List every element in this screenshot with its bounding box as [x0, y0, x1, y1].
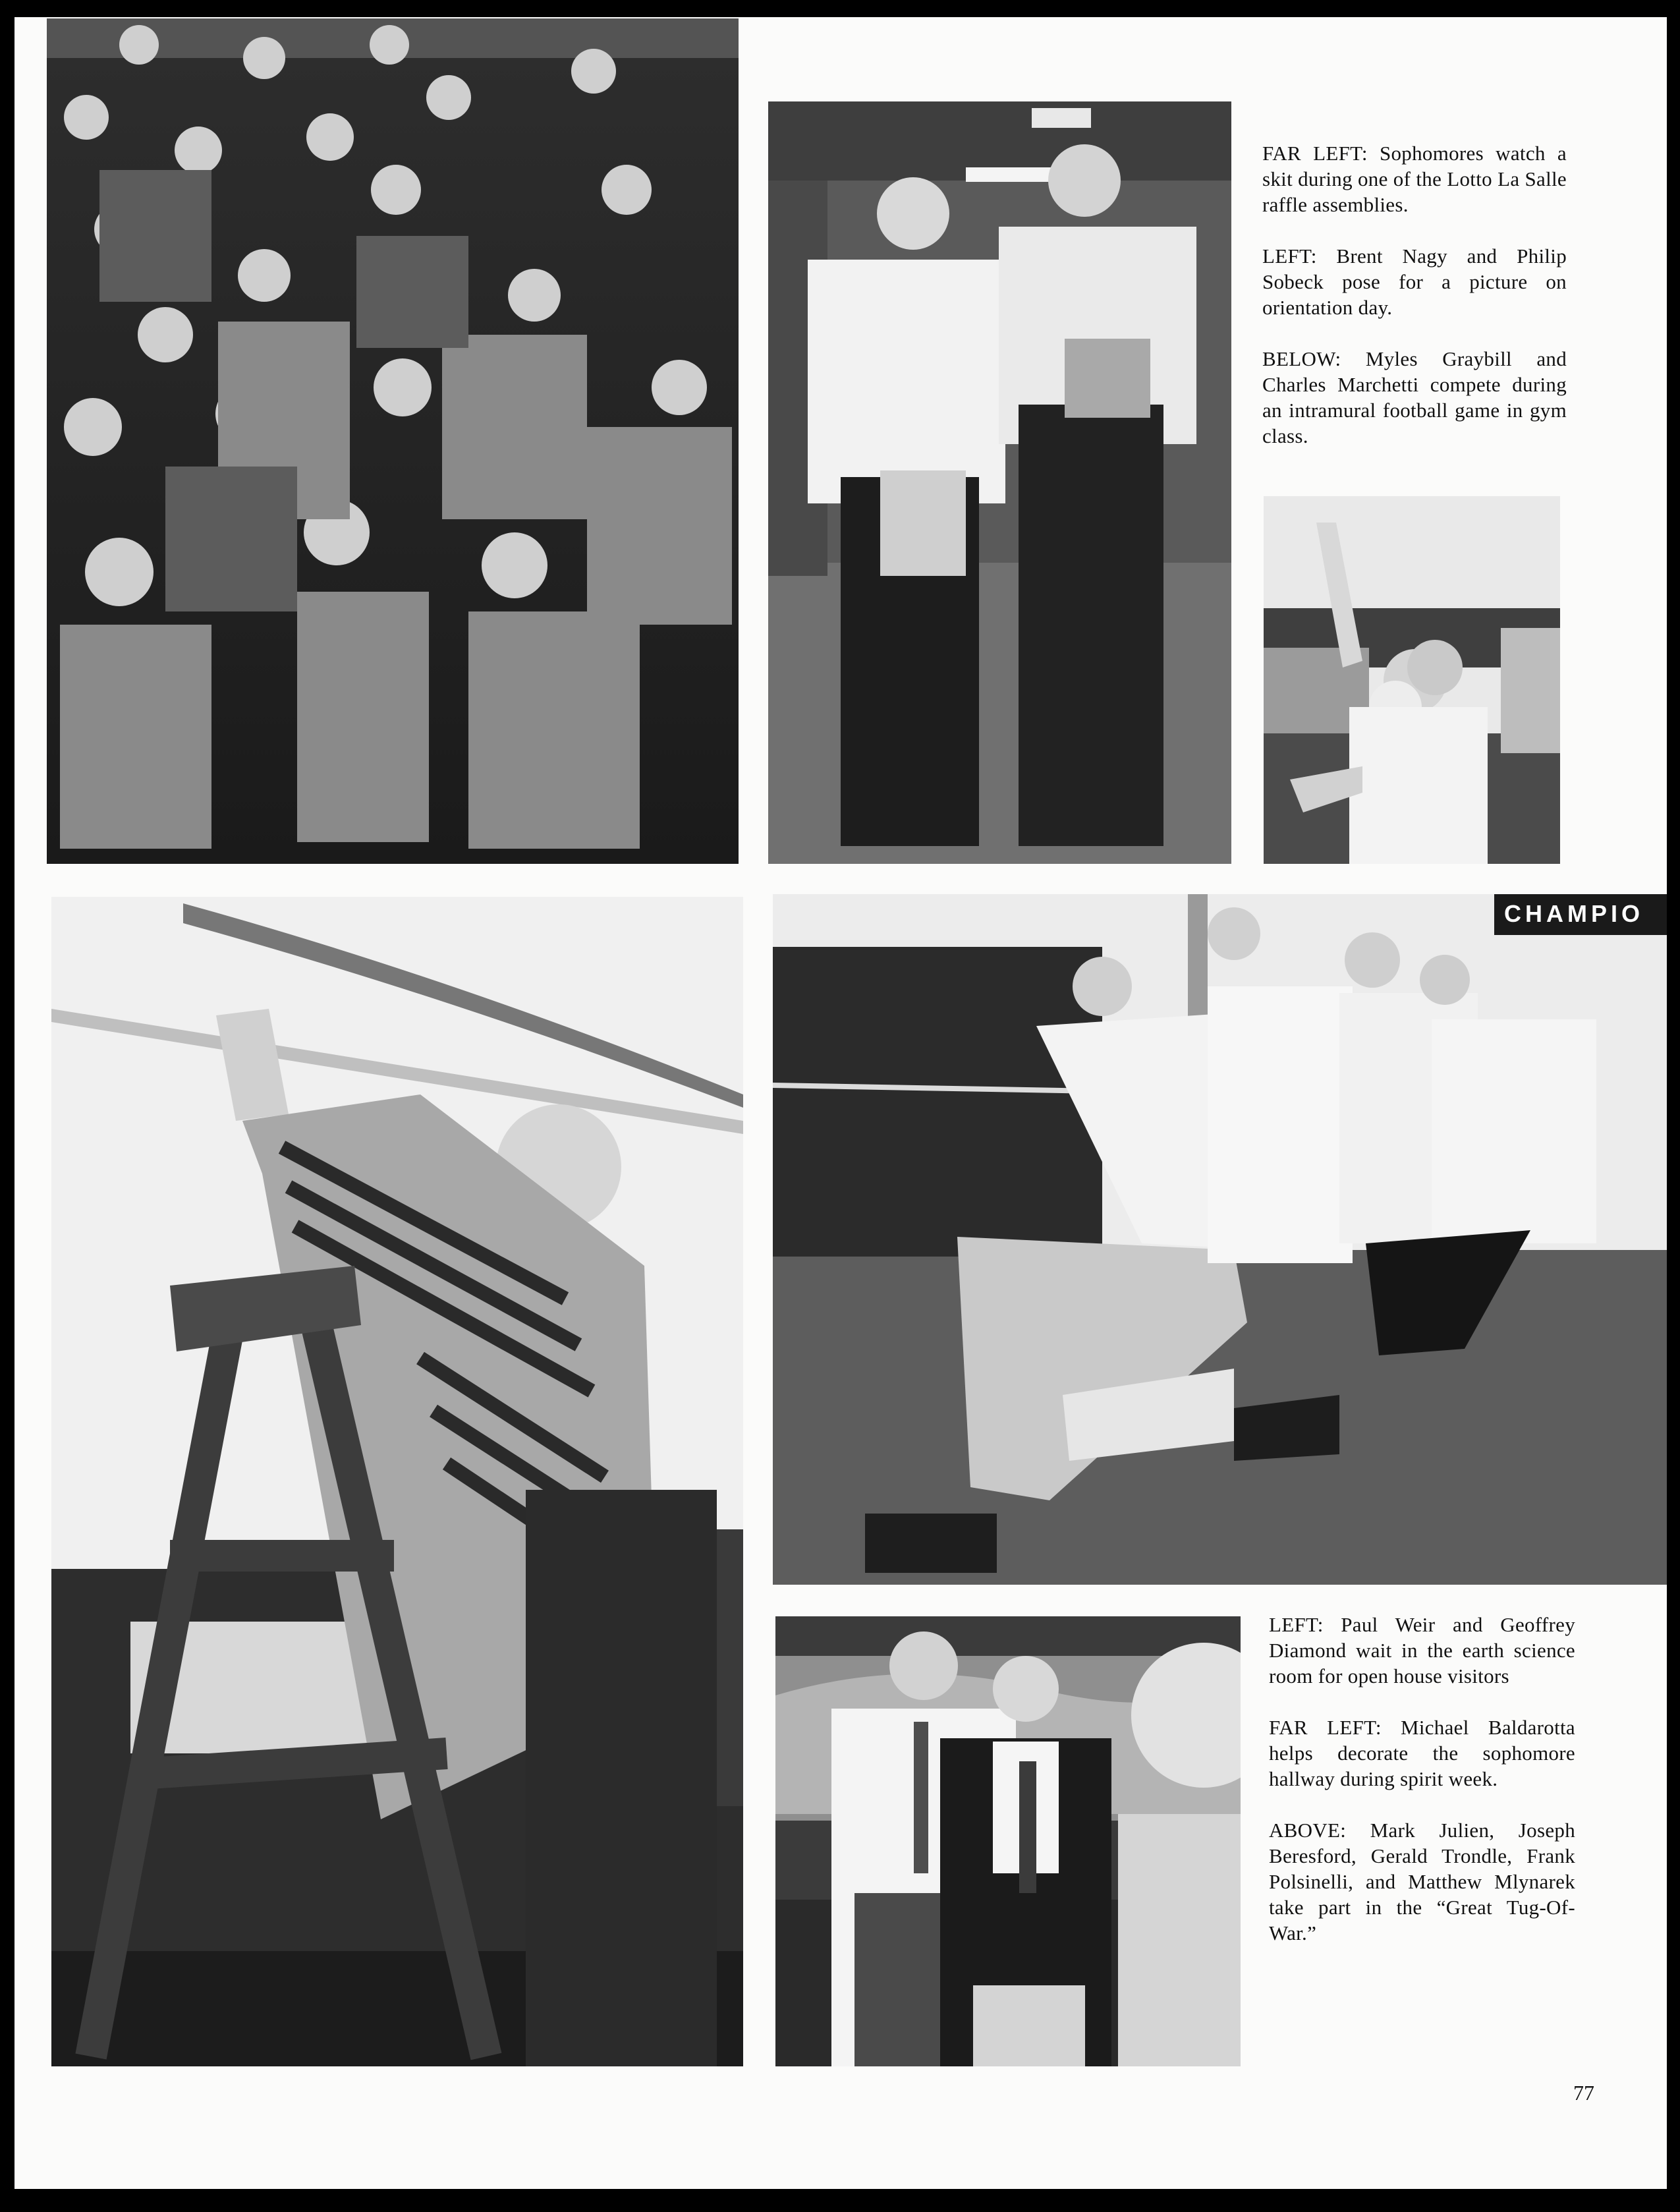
photo-earth-science-room — [775, 1616, 1241, 2066]
caption-below-football: BELOW: Myles Graybill and Charles Marchetti compete during an intramural football game in gym class. — [1262, 347, 1567, 447]
banner-text: CHAMPIO — [1504, 900, 1644, 927]
caption-left-orientation-day: LEFT: Brent Nagy and Philip Sobeck pose for a picture on orientation day. — [1262, 244, 1567, 319]
photo-intramural-football — [1264, 496, 1560, 864]
photo-orientation-day-pose — [768, 101, 1231, 864]
yearbook-page — [14, 17, 1667, 2189]
photo-great-tug-of-war — [773, 894, 1667, 1585]
caption-block-top — [1262, 140, 1567, 449]
caption-above-tug-of-war: ABOVE: Mark Julien, Joseph Beresford, Gerald Trondle, Frank Polsinelli, and Matthew Mlynarek take part in the “Great Tug-Of-War.” — [1269, 1819, 1575, 1944]
page-number: 77 — [1573, 2081, 1594, 2105]
caption-far-left-ladder: FAR LEFT: Michael Baldarotta helps decorate the sophomore hallway during spirit week. — [1269, 1716, 1575, 1790]
caption-far-left-sophomores: FAR LEFT: Sophomores watch a skit during one of the Lotto La Salle raffle assemblies. — [1262, 142, 1567, 216]
photo-sophomores-bleachers — [47, 18, 739, 864]
photo-decorating-hallway-ladder — [51, 897, 743, 2066]
caption-block-bottom — [1269, 1612, 1575, 1946]
caption-left-earth-science: LEFT: Paul Weir and Geoffrey Diamond wait in the earth science room for open house visitors — [1269, 1613, 1575, 1687]
